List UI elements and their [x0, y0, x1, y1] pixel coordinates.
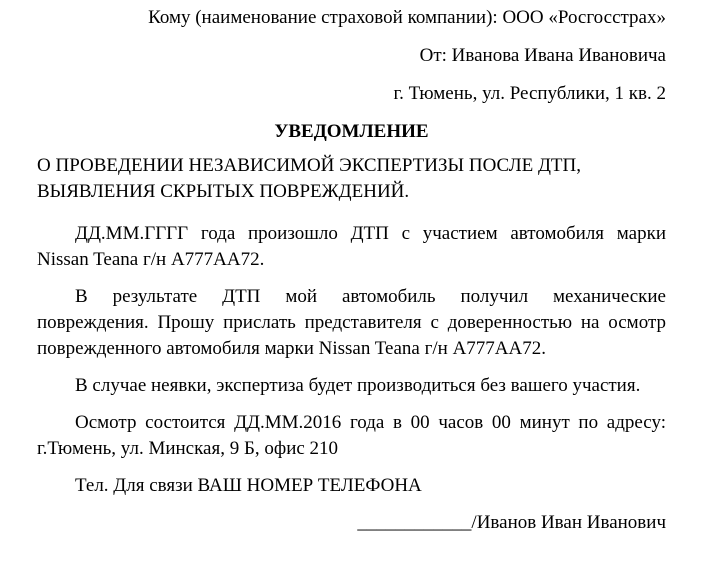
sender-address-line: г. Тюмень, ул. Республики, 1 кв. 2	[393, 83, 666, 104]
paragraph-phone	[37, 473, 666, 499]
recipient-line: Кому (наименование страховой компании): ООО «Росгосстрах»	[148, 7, 666, 28]
document-header	[37, 5, 666, 107]
sender-line: От: Иванова Ивана Ивановича	[419, 45, 666, 66]
paragraph-damage-request-line-3: поврежденного автомобиля марки Nissan Teana г/н А777АА72.	[37, 338, 546, 359]
paragraph-no-show	[37, 373, 666, 399]
paragraph-no-show-line-1: В случае неявки, экспертиза будет производиться без вашего участия.	[75, 375, 641, 396]
document-title: УВЕДОМЛЕНИЕ	[274, 121, 429, 142]
signature-blank-line: ____________	[357, 512, 472, 533]
paragraph-accident	[37, 221, 666, 273]
paragraph-inspection-time-line-1: Осмотр состоится ДД.ММ.2016 года в 00 часов 00 минут по адресу:	[75, 412, 666, 433]
signature-name: /Иванов Иван Иванович	[471, 512, 666, 533]
paragraph-damage-request	[37, 284, 666, 362]
paragraph-phone-line-1: Тел. Для связи ВАШ НОМЕР ТЕЛЕФОНА	[75, 475, 422, 496]
document-subtitle-line-1: О ПРОВЕДЕНИИ НЕЗАВИСИМОЙ ЭКСПЕРТИЗЫ ПОСЛЕ ДТП,	[37, 155, 582, 176]
paragraph-accident-line-1: ДД.ММ.ГГГГ года произошло ДТП с участием автомобиля марки	[75, 223, 666, 244]
paragraph-damage-request-line-1: В результате ДТП мой автомобиль получил механические	[75, 286, 666, 307]
paragraph-inspection-time-line-2: г.Тюмень, ул. Минская, 9 Б, офис 210	[37, 438, 339, 459]
document-subtitle-line-2: ВЫЯВЛЕНИЯ СКРЫТЫХ ПОВРЕЖДЕНИЙ.	[37, 181, 410, 202]
paragraph-inspection-time	[37, 410, 666, 462]
paragraph-damage-request-line-2: повреждения. Прошу прислать представителя с доверенностью на осмотр	[37, 312, 666, 333]
document-subtitle	[37, 153, 666, 205]
paragraph-accident-line-2: Nissan Teana г/н А777АА72.	[37, 249, 265, 270]
signature-block	[37, 510, 666, 536]
